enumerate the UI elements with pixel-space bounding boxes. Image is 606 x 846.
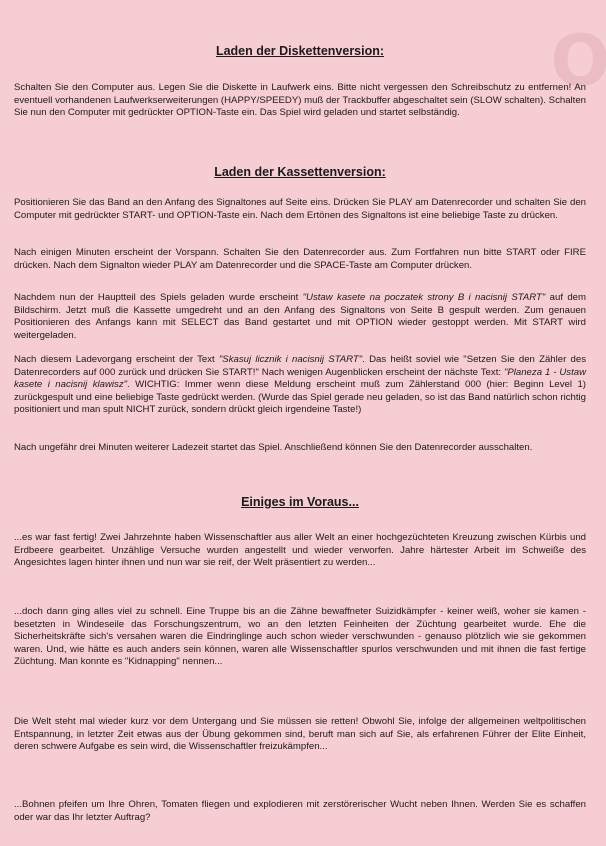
tape-paragraph-5: Nach ungefähr drei Minuten weiterer Ladezeit startet das Spiel. Anschließend können Sie den Datenrecorder ausschalten. — [14, 442, 533, 453]
tape-quote-counter: "Skasuj licznik i nacisnij START" — [218, 354, 363, 365]
story-paragraph-4: ...Bohnen pfeifen um Ihre Ohren, Tomaten fliegen und explodieren mit zerstörerischer Wucht neben Ihnen. Werden Sie es schaffen oder war das Ihr letzter Auftrag? — [14, 799, 586, 823]
story-paragraph-2: ...doch dann ging alles viel zu schnell. Eine Truppe bis an die Zähne bewaffneter Suizidkämpfer - keiner weiß, woher sie kamen - besetzten in Windeseile das Forschungszentrum, wo an den letzten Feinheiten der Züchtung gearbeitet wurde. Ehe die Sicherheitskräfte sich's versahen waren die Eindringlinge auch schon wieder verschwunden - genauso plötzlich wie sie gekommen waren. Und, wie hätte es auch anders sein können, waren alle Wissenschaftler spurlos verschwunden und mit ihnen die fast fertige Züchtung. Man konnte es "Kidnapping" nennen... — [14, 606, 586, 668]
story-heading: Einiges im Voraus... — [241, 495, 359, 509]
tape-heading: Laden der Kassettenversion: — [214, 165, 386, 179]
tape-paragraph-3: Nachdem nun der Hauptteil des Spiels geladen wurde erscheint "Ustaw kasete na poczatek strony B i nacisnij START" auf dem Bildschirm. Jetzt muß die Kassette umgedreht und an den Anfang des Signaltons von Seite B gespult werden. Zum genauen Positionieren des Anfangs kann mit SELECT das Band gestartet und mit OPTION wieder gestoppt werden. Mit START wird weitergeladen. — [14, 292, 586, 341]
disk-heading: Laden der Diskettenversion: — [215, 44, 385, 58]
tape-paragraph-4: Nach diesem Ladevorgang erscheint der Text "Skasuj licznik i nacisnij START". Das heißt soviel wie "Setzen Sie den Zähler des Datenrecorders auf 000 zurück und drücken Sie START!" Nach wenigen Augenblicken erscheint der nächste Text: "Planeza 1 - Ustaw kasete i nacisnij klawisz". WICHTIG: Immer wenn diese Meldung erscheint muß zum Zählerstand 000 (hier: Beginn Level 1) zurückgespult und eine beliebige Taste gedrückt werden. (Wurde das Spiel gerade neu geladen, so ist das Band natürlich schon richtig positioniert und man spult NICHT zurück, sondern drückt gleich irgendeine Taste!) — [14, 354, 586, 416]
tape-quote-level: "Planeza 1 - Ustaw kasete i nacisnij klawisz" — [14, 366, 586, 391]
bleed-through-mark: O — [550, 20, 606, 102]
story-paragraph-3: Die Welt steht mal wieder kurz vor dem Untergang und Sie müssen sie retten! Obwohl Sie, infolge der allgemeinen weltpolitischen Entspannung, in letzter Zeit etwas aus der Übung gekommen sind, beruft man sich auf Sie, als erfahrenen Führer der Elite Einheit, deren schwere Aufgabe es sein wird, die Wissenschaftler freizukämpfen... — [14, 716, 586, 753]
story-paragraph-1: ...es war fast fertig! Zwei Jahrzehnte haben Wissenschaftler aus aller Welt an einer hochgezüchteten Kreuzung zwischen Kürbis und Erdbeere gearbeitet. Unzählige Versuche wurden angestellt und wieder verworfen. Jahre härtester Arbeit im Schweiße des Angesichtes lagen hinter ihnen und nun war sie reif, der Welt präsentiert zu werden... — [14, 532, 586, 569]
tape-paragraph-1: Positionieren Sie das Band an den Anfang des Signaltones auf Seite eins. Drücken Sie PLAY am Datenrecorder und schalten Sie den Computer mit gedrückter START- und OPTION-Taste ein. Nach dem Ertönen des Signaltons ist eine beliebige Taste zu drücken. — [14, 197, 586, 221]
tape-paragraph-2: Nach einigen Minuten erscheint der Vorspann. Schalten Sie den Datenrecorder aus. Zum Fortfahren nun bitte START oder FIRE drücken. Nach dem Signalton wieder PLAY am Datenrecorder und die SPACE-Taste am Computer drücken. — [14, 247, 586, 271]
disk-paragraph: Schalten Sie den Computer aus. Legen Sie die Diskette in Laufwerk eins. Bitte nicht vergessen den Schreibschutz zu entfernen! An eventuell vorhandenen Laufwerkserweiterungen (HAPPY/SPEEDY) muß der Trackbuffer abgeschaltet sein (SLOW schalten). Schalten Sie nun den Computer mit gedrückter OPTION-Taste ein. Das Spiel wird geladen und startet selbständig. — [14, 82, 587, 119]
tape-quote-side-b: "Ustaw kasete na poczatek strony B i nacisnij START" — [302, 292, 546, 303]
